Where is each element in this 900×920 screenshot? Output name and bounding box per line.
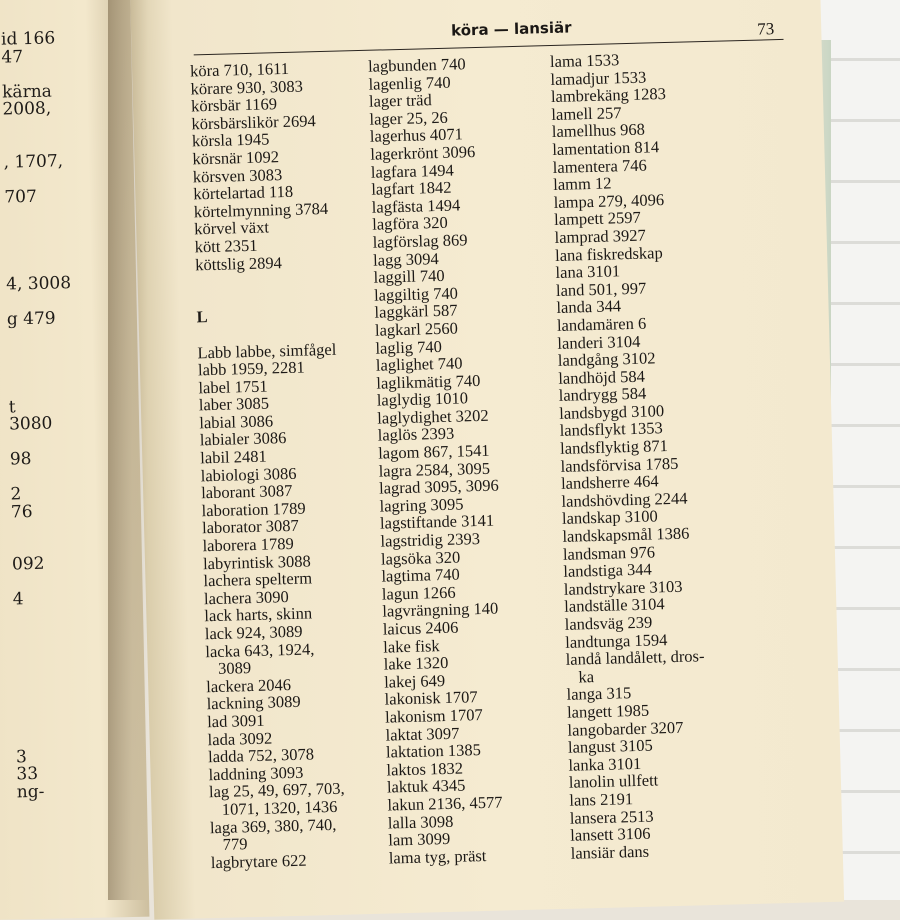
index-entry: labialer 3086	[199, 428, 287, 450]
index-entry: lag 25, 49, 697, 703,	[208, 779, 345, 802]
index-entry: laga 369, 380, 740,	[209, 814, 337, 837]
index-entry: laggiltig 740	[373, 283, 459, 305]
index-entry: lansera 2513	[569, 806, 654, 828]
index-entry: lagföra 320	[371, 213, 449, 235]
index-entry: lagsöka 320	[380, 547, 461, 569]
index-entry: laggkärl 587	[374, 300, 458, 323]
index-entry: lansiär dans	[570, 841, 650, 863]
index-entry: laglös 2393	[377, 424, 455, 446]
index-entry: 1071, 1320, 1436	[209, 796, 338, 820]
left-page-line: g 479	[6, 308, 56, 330]
index-entry: laggill 740	[373, 265, 445, 287]
left-page-line: , 1707,	[3, 150, 64, 173]
left-page-line: id 166	[0, 28, 56, 50]
index-entry: lam 3099	[388, 829, 451, 850]
index-entry: ka	[565, 666, 595, 687]
index-entry: langa 315	[566, 683, 632, 705]
index-entry: label 1751	[198, 376, 268, 398]
right-page	[130, 0, 844, 920]
index-entry: lager 25, 26	[369, 107, 449, 129]
index-entry: lagförslag 869	[372, 230, 468, 252]
index-entry: lagbrytare 622	[210, 850, 307, 872]
index-entry: lagbunden 740	[367, 54, 466, 76]
index-entry: körare 930, 3083	[190, 76, 304, 99]
index-entry: lansett 3106	[570, 823, 651, 845]
index-entry: labb 1959, 2281	[197, 357, 305, 380]
index-entry: lampett 2597	[553, 208, 641, 230]
index-entry: labiologi 3086	[200, 463, 297, 485]
index-entry: lad 3091	[206, 710, 265, 732]
index-entry: lamentera 746	[552, 155, 647, 177]
index-entry: lagfästa 1494	[371, 195, 461, 217]
index-entry: körsla 1945	[191, 129, 270, 151]
index-entry: lagfara 1494	[370, 160, 454, 182]
index-entry: lamprad 3927	[554, 225, 647, 247]
index-entry: laglighet 740	[375, 353, 463, 375]
index-entry: lager träd	[368, 90, 432, 111]
index-entry: lagom 867, 1541	[377, 440, 490, 463]
index-entry: körsbär 1169	[190, 94, 278, 116]
index-entry: lambrekäng 1283	[550, 84, 667, 107]
left-page-line: 33	[16, 763, 39, 785]
index-entry: lalla 3098	[387, 811, 454, 833]
index-entry: langobarder 3207	[567, 717, 684, 740]
index-entry: landrygg 584	[558, 383, 647, 406]
index-entry: laborera 1789	[202, 533, 294, 556]
index-entry: 779	[210, 834, 248, 855]
index-entry: landå landålett, dros-	[565, 646, 705, 670]
index-entry: lana fiskredskap	[554, 242, 663, 265]
index-entry: lackning 3089	[206, 692, 301, 714]
left-page-line: 3080	[8, 413, 53, 435]
index-entry: lama 1533	[549, 50, 620, 72]
index-entry: lagfart 1842	[371, 177, 452, 199]
index-entry: laktos 1832	[386, 758, 464, 780]
index-entry: lacka 643, 1924,	[205, 638, 315, 661]
index-entry: landtunga 1594	[564, 629, 668, 652]
index-entry: landstrykare 3103	[563, 576, 683, 599]
index-entry: landamären 6	[556, 313, 647, 335]
index-entry: körsbärslikör 2694	[191, 110, 316, 134]
index-entry: körsven 3083	[192, 164, 283, 186]
index-entry: lagra 2584, 3095	[378, 458, 491, 481]
index-entry: kött 2351	[194, 235, 258, 257]
index-entry: lamell 257	[551, 102, 622, 124]
left-page-line: 092	[11, 553, 45, 575]
index-column-2	[368, 53, 579, 867]
index-entry: lagerhus 4071	[369, 124, 464, 147]
index-entry: lagun 1266	[381, 582, 456, 604]
index-entry: lagerkrönt 3096	[370, 141, 476, 164]
index-entry: lamm 12	[552, 173, 612, 195]
index-entry: köttslig 2894	[194, 252, 283, 274]
running-head-title: köra — lansiär	[450, 18, 572, 40]
left-page-line: 2	[10, 484, 22, 505]
index-entry: landskap 3100	[561, 506, 658, 529]
index-entry: lake fisk	[383, 635, 440, 657]
index-entry: lamentation 814	[552, 137, 660, 159]
index-entry: landsflyktig 871	[559, 436, 669, 458]
index-entry: Labb labbe, simfågel	[197, 339, 337, 362]
index-entry: landsförvisa 1785	[560, 453, 679, 476]
index-entry: lagkarl 2560	[374, 318, 459, 340]
index-entry: landskapsmål 1386	[562, 523, 690, 546]
index-column-1	[190, 57, 401, 871]
index-entry: 3089	[205, 658, 252, 679]
left-page-line: kärna	[1, 81, 52, 103]
index-column-3	[550, 48, 761, 862]
index-entry: lachera spelterm	[203, 568, 313, 591]
index-entry: laktuk 4345	[386, 775, 466, 797]
index-entry: körtelmynning 3784	[193, 198, 329, 222]
left-page-line: 98	[9, 449, 32, 470]
index-entry: lagring 3095	[379, 494, 464, 516]
index-entry: lamellhus 968	[551, 119, 646, 142]
section-letter-heading: L	[196, 307, 208, 327]
index-entry: laglikmätig 740	[376, 370, 481, 393]
index-entry: lagvrängning 140	[382, 598, 499, 622]
index-entry: lana 3101	[555, 261, 621, 283]
index-entry: lack harts, skinn	[204, 603, 313, 626]
index-entry: lagg 3094	[372, 248, 439, 270]
book-gutter-shadow	[108, 0, 148, 900]
index-entry: labial 3086	[199, 411, 274, 433]
left-page-line: 2008,	[2, 98, 52, 120]
index-entry: laber 3085	[198, 393, 270, 415]
index-entry: lakun 2136, 4577	[387, 792, 503, 815]
left-page-line: 4	[12, 589, 24, 610]
index-entry: labyrintisk 3088	[202, 551, 311, 573]
index-entry: lack 924, 3089	[204, 621, 303, 644]
index-entry: landgång 3102	[557, 348, 656, 371]
index-entry: lada 3092	[207, 728, 273, 749]
index-entry: landhöjd 584	[558, 366, 646, 388]
index-entry: lanka 3101	[568, 753, 642, 775]
index-entry: lakej 649	[383, 670, 446, 692]
index-entry: lans 2191	[569, 789, 634, 810]
index-entry: langust 3105	[567, 735, 653, 757]
index-entry: landsväg 239	[564, 612, 653, 634]
index-entry: lagstiftande 3141	[379, 511, 495, 534]
index-entry: lake 1320	[383, 653, 449, 674]
index-entry: laglig 740	[375, 336, 443, 358]
index-entry: landshövding 2244	[561, 488, 688, 511]
index-entry: ladda 752, 3078	[207, 744, 315, 767]
index-entry: lama tyg, präst	[388, 845, 487, 868]
index-entry: lanolin ullfett	[568, 770, 659, 793]
left-page-line: 47	[1, 46, 24, 68]
index-entry: landsflykt 1353	[559, 418, 664, 441]
index-entry: laboration 1789	[201, 498, 306, 521]
index-entry: lackera 2046	[206, 674, 292, 697]
index-entry: laktat 3097	[385, 723, 460, 745]
index-entry: lagrad 3095, 3096	[378, 475, 499, 498]
index-entry: lakonisk 1707	[384, 687, 478, 709]
index-entry: lamadjur 1533	[550, 67, 647, 89]
index-entry: lachera 3090	[203, 586, 289, 609]
index-entry: laktation 1385	[385, 740, 482, 762]
index-entry: laglydig 1010	[376, 388, 469, 410]
index-entry: landsherre 464	[560, 471, 659, 494]
index-entry: laddning 3093	[208, 762, 304, 784]
index-entry: laicus 2406	[382, 617, 459, 639]
index-entry: lagenlig 740	[368, 72, 451, 94]
left-page-line: 3	[15, 746, 28, 767]
index-entry: laborator 3087	[201, 516, 300, 538]
index-entry: landstiga 344	[563, 559, 653, 582]
index-entry: landställe 3104	[564, 594, 665, 617]
index-entry: körvel växt	[194, 217, 270, 239]
index-entry: langett 1985	[566, 700, 650, 722]
index-entry: lakonism 1707	[384, 704, 483, 727]
page-number: 73	[756, 19, 775, 39]
left-page-line: ng-	[16, 781, 45, 802]
left-page-line: 4, 3008	[5, 273, 72, 295]
index-entry: lampa 279, 4096	[553, 189, 665, 212]
index-entry: land 501, 997	[555, 278, 647, 300]
page-header	[193, 1, 794, 51]
index-entry: labil 2481	[200, 446, 267, 468]
index-entry: laborant 3087	[200, 481, 293, 503]
index-entry: lagtima 740	[381, 564, 461, 586]
index-entry: körtelartad 118	[193, 181, 294, 204]
left-page-line: 707	[4, 186, 37, 208]
left-page-line: 76	[10, 501, 33, 522]
index-entry: körsnär 1092	[192, 147, 280, 169]
index-entry: köra 710, 1611	[189, 58, 290, 81]
left-page-line: t	[8, 396, 16, 417]
index-entry: landsman 976	[562, 542, 656, 564]
index-entry: laglydighet 3202	[377, 405, 489, 428]
index-entry: landsbygd 3100	[558, 401, 665, 423]
index-entry: landa 344	[556, 296, 622, 318]
index-entry: lagstridig 2393	[380, 529, 481, 551]
index-entry: landeri 3104	[557, 331, 641, 353]
